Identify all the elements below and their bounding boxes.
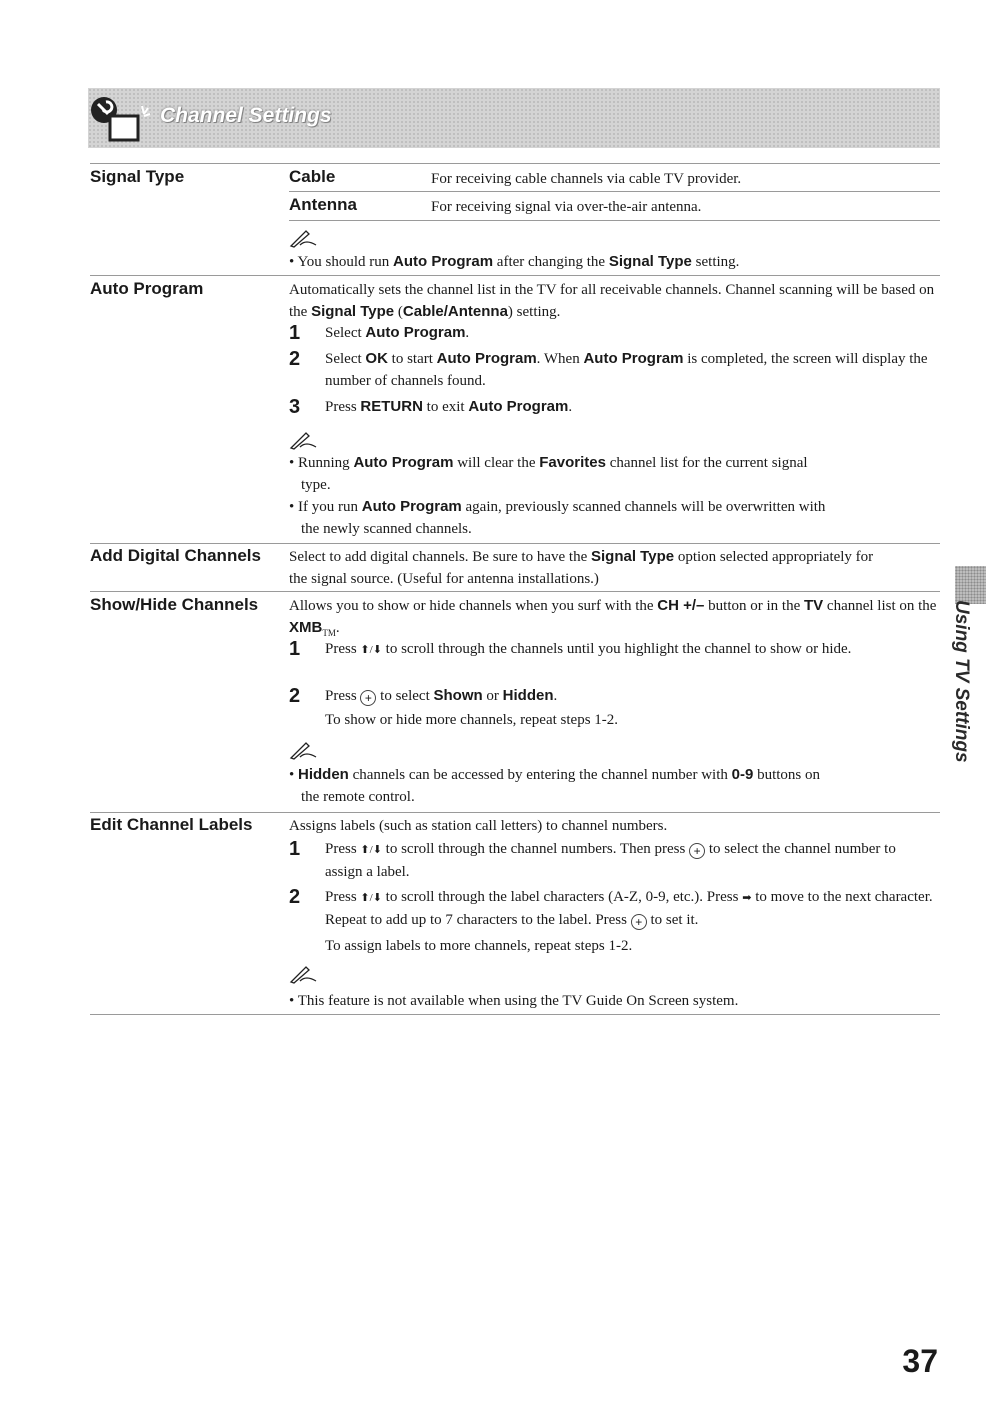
note-pencil-icon (288, 228, 318, 248)
edit-labels-heading: Edit Channel Labels (90, 815, 253, 834)
auto-program-intro: Automatically sets the channel list in the TV for all receivable channels. Channel scanning will be based on the Signal Type (Cable/Antenna) setting. (289, 282, 935, 320)
show-hide-heading: Show/Hide Channels (90, 595, 259, 614)
divider (90, 163, 940, 164)
note-text: • Running Auto Program will clear the Favorites channel list for the current signal type. (289, 454, 808, 493)
note-text: • Hidden channels can be accessed by entering the channel number with 0-9 buttons on the remote control. (289, 766, 820, 805)
divider (90, 1014, 940, 1015)
step-text: Press + to select Shown or Hidden. To show or hide more channels, repeat steps 1-2. (325, 687, 619, 728)
step-text: Select Auto Program. (325, 324, 470, 341)
side-tab-label: Using TV Settings (951, 600, 972, 763)
note-text: • If you run Auto Program again, previously scanned channels will be overwritten with the newly scanned channels. (289, 498, 826, 537)
step-number: 2 (289, 348, 301, 370)
show-hide-intro: Allows you to show or hide channels when you surf with the CH +/– button or in the TV channel list on the $XMB_{TM}$. (289, 597, 937, 638)
step-text: Press ⬆/⬇ to scroll through the channel numbers. Then press + to select the channel number to assign a label. (325, 841, 896, 880)
note-pencil-icon (288, 430, 318, 450)
signal-type-heading: Signal Type (90, 167, 185, 186)
note-pencil-icon (288, 964, 318, 984)
up-down-arrow-icon: ⬆/⬇ (360, 644, 382, 656)
wrench-tv-icon (88, 92, 168, 148)
note-text: • This feature is not available when using the TV Guide On Screen system. (289, 993, 739, 1009)
step-text: Press RETURN to exit Auto Program. (325, 398, 573, 415)
step-number: 1 (289, 638, 301, 660)
divider (90, 275, 940, 276)
page-number: 37 (902, 1343, 938, 1379)
enter-button-icon: + (360, 690, 376, 706)
divider (90, 591, 940, 592)
enter-button-icon: + (631, 914, 647, 930)
option-antenna-name: Antenna (289, 195, 357, 214)
step-number: 3 (289, 396, 301, 418)
step-text: Press ⬆/⬇ to scroll through the channels until you highlight the channel to show or hide. (325, 641, 852, 657)
right-arrow-icon: ➡ (742, 892, 752, 904)
step-number: 1 (289, 322, 301, 344)
enter-button-icon: + (689, 843, 705, 859)
divider (90, 812, 940, 813)
divider (289, 191, 940, 192)
up-down-arrow-icon: ⬆/⬇ (360, 844, 382, 856)
option-antenna-desc: For receiving signal via over-the-air antenna. (431, 199, 702, 215)
step-number: 2 (289, 685, 301, 707)
note-text: • You should run Auto Program after changing the Signal Type setting. (289, 253, 740, 270)
up-down-arrow-icon: ⬆/⬇ (360, 892, 382, 904)
step-text: Select OK to start Auto Program. When Auto Program is completed, the screen will display the number of channels found. (325, 350, 928, 389)
page-title: Channel Settings (160, 104, 332, 127)
step-number: 2 (289, 886, 301, 908)
step-number: 1 (289, 838, 301, 860)
add-digital-heading: Add Digital Channels (90, 546, 261, 565)
divider (289, 220, 940, 221)
option-cable-name: Cable (289, 167, 336, 186)
add-digital-text: Select to add digital channels. Be sure to have the Signal Type option selected appropriately for the signal source. (Useful for antenna installations.) (289, 548, 874, 587)
side-tab-marker (955, 566, 986, 604)
auto-program-heading: Auto Program (90, 279, 204, 298)
divider (90, 543, 940, 544)
edit-labels-intro: Assigns labels (such as station call letters) to channel numbers. (289, 818, 668, 834)
note-pencil-icon (288, 740, 318, 760)
step-text: Press ⬆/⬇ to scroll through the label characters (A-Z, 0-9, etc.). Press ➡ to move to the next character. Repeat to add up to 7 characters to the label. Press + to set it. To assign labels to more channels, repeat steps 1-2. (325, 889, 933, 954)
option-cable-desc: For receiving cable channels via cable TV provider. (431, 171, 742, 187)
section-banner (88, 88, 940, 148)
